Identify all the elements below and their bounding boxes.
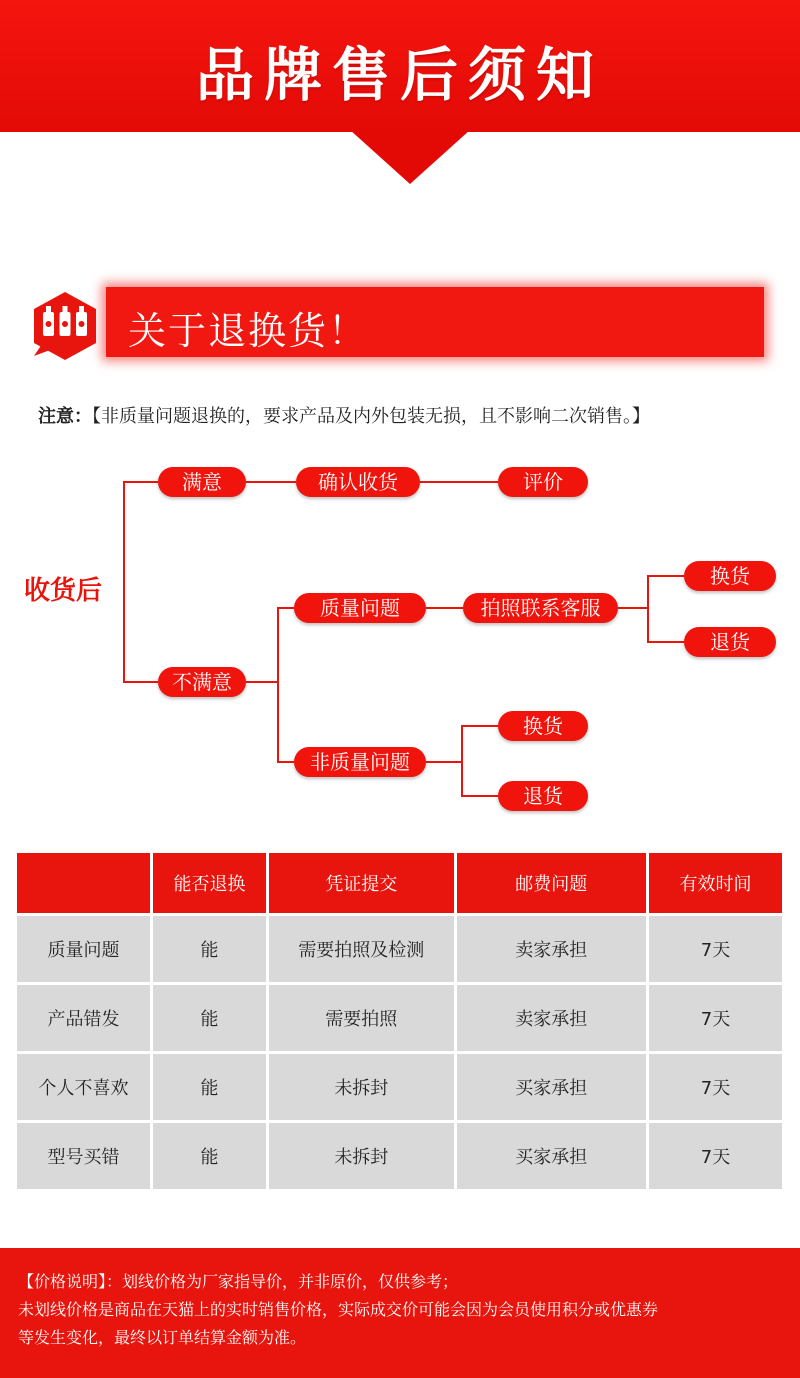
table-cell: 质量问题 — [17, 916, 150, 982]
table-cell: 7天 — [649, 916, 782, 982]
node-contact-service: 拍照联系客服 — [463, 593, 618, 623]
price-note-text — [18, 1268, 788, 1352]
banner-notch — [350, 130, 470, 184]
note-label: 注意： — [38, 406, 92, 427]
table-row — [17, 1054, 782, 1120]
node-quality-issue: 质量问题 — [294, 593, 426, 623]
table-header-cell — [17, 853, 150, 913]
banner-title: 品牌售后须知 — [195, 41, 604, 109]
note-text: 【非质量问题退换的，要求产品及内外包装无损，且不影响二次销售。】 — [92, 406, 650, 427]
table-cell: 未拆封 — [269, 1054, 453, 1120]
section-title: 关于退换货！ — [128, 309, 369, 353]
node-exchange-non-quality: 换货 — [498, 711, 588, 741]
node-satisfied: 满意 — [158, 467, 246, 497]
table-cell: 能 — [153, 985, 266, 1051]
return-policy-table — [14, 850, 785, 1192]
table-cell: 能 — [153, 916, 266, 982]
table-row — [17, 916, 782, 982]
node-confirm-receipt: 确认收货 — [296, 467, 420, 497]
price-note-line2: 未划线价格是商品在天猫上的实时销售价格，实际成交价可能会因为会员使用积分或优惠券 — [18, 1300, 659, 1319]
node-exchange-quality: 换货 — [684, 561, 776, 591]
table-cell: 买家承担 — [457, 1123, 646, 1189]
table-header-cell: 有效时间 — [649, 853, 782, 913]
node-non-quality-issue: 非质量问题 — [294, 747, 426, 777]
note-line — [38, 402, 650, 428]
price-note-line1: 【价格说明】：划线价格为厂家指导价，并非原价，仅供参考； — [18, 1272, 459, 1291]
table-cell: 个人不喜欢 — [17, 1054, 150, 1120]
table-cell: 型号买错 — [17, 1123, 150, 1189]
node-return-quality: 退货 — [684, 627, 776, 657]
flow-root-label: 收货后 — [24, 576, 103, 606]
table-row — [17, 985, 782, 1051]
table-header-cell: 邮费问题 — [457, 853, 646, 913]
node-unsatisfied: 不满意 — [158, 667, 246, 697]
table-cell: 卖家承担 — [457, 916, 646, 982]
table-cell: 卖家承担 — [457, 985, 646, 1051]
table-cell: 产品错发 — [17, 985, 150, 1051]
table-cell: 7天 — [649, 1054, 782, 1120]
table-cell: 需要拍照及检测 — [269, 916, 453, 982]
node-return-non-quality: 退货 — [498, 781, 588, 811]
table-cell: 能 — [153, 1054, 266, 1120]
table-row — [17, 1123, 782, 1189]
price-note-label: 【价格说明】 — [18, 1272, 107, 1291]
table-header-cell: 能否退换 — [153, 853, 266, 913]
price-note-line3: 等发生变化，最终以订单结算金额为准。 — [18, 1328, 307, 1347]
table-cell: 7天 — [649, 985, 782, 1051]
table-cell: 未拆封 — [269, 1123, 453, 1189]
table-cell: 能 — [153, 1123, 266, 1189]
table-header-row — [17, 853, 782, 913]
table-cell: 买家承担 — [457, 1054, 646, 1120]
table-header-cell: 凭证提交 — [269, 853, 453, 913]
table-cell: 需要拍照 — [269, 985, 453, 1051]
node-review: 评价 — [498, 467, 588, 497]
table-cell: 7天 — [649, 1123, 782, 1189]
bottles-hexagon-icon — [30, 290, 100, 362]
